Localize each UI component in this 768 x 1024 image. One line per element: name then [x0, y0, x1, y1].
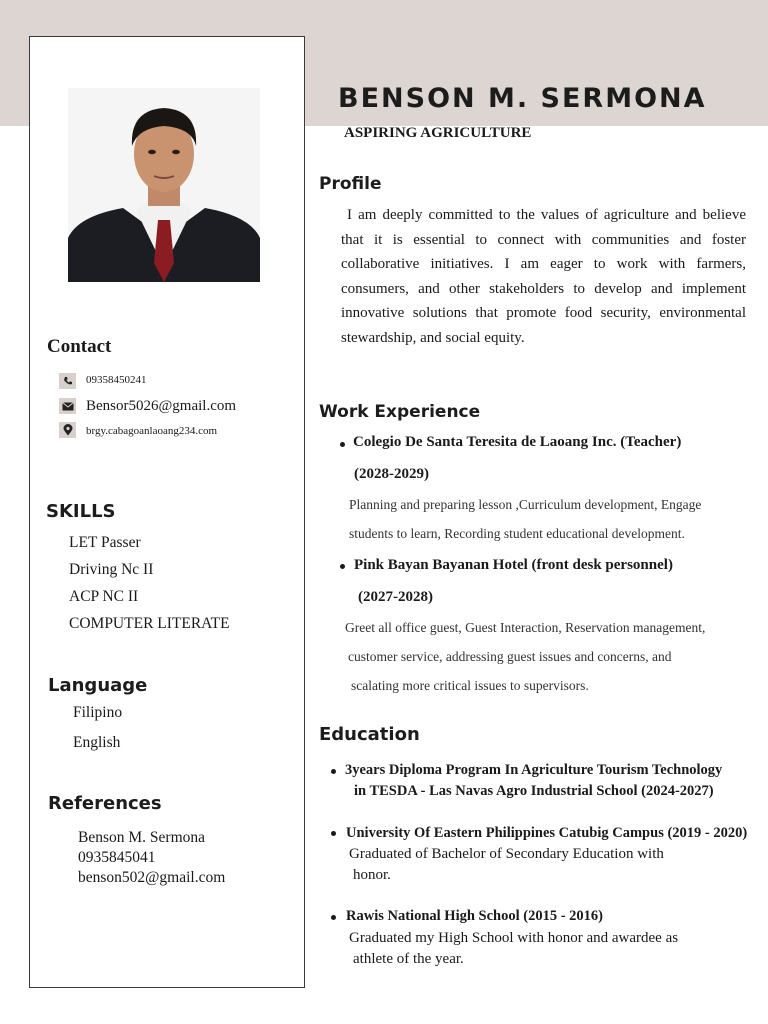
education-desc: athlete of the year.: [353, 951, 464, 967]
job-years: (2028-2029): [354, 466, 429, 482]
contact-phone: 09358450241: [86, 374, 147, 386]
job-desc-line: Planning and preparing lesson ,Curriculum development, Engage: [349, 497, 702, 512]
job-desc-line: students to learn, Recording student educational development.: [349, 526, 685, 541]
job-heading: Colegio De Santa Teresita de Laoang Inc. (Teacher): [353, 434, 682, 450]
location-pin-icon: [59, 422, 76, 438]
education-desc: Graduated my High School with honor and awardee as: [349, 930, 679, 946]
skill-item: Driving Nc II: [69, 561, 154, 578]
skill-item: ACP NC II: [69, 588, 139, 605]
education-heading: Rawis National High School (2015 - 2016): [346, 908, 603, 924]
reference-phone: 0935845041: [78, 849, 156, 866]
contact-title: Contact: [47, 336, 112, 357]
skills-title: SKILLS: [46, 501, 116, 522]
bullet-dot: [331, 769, 336, 774]
job-desc-line: Greet all office guest, Guest Interaction, Reservation management,: [345, 620, 706, 635]
job-heading: Pink Bayan Bayanan Hotel (front desk personnel): [354, 557, 673, 573]
language-item: English: [73, 734, 121, 751]
references-title: References: [48, 793, 162, 814]
profile-text: I am deeply committed to the values of agriculture and believe that it is essential to connect with communities and foster collaborative initiatives. I am eager to work with farmers, consumers, and other stakeholders to develop and implement innovative solutions that promote food security, environmental stewardship, and social equity.: [341, 207, 746, 346]
skill-item: LET Passer: [69, 534, 141, 551]
profile-photo: [68, 88, 260, 282]
phone-icon: [59, 373, 76, 389]
education-desc: honor.: [353, 867, 391, 883]
resume-subtitle: ASPIRING AGRICULTURE: [344, 125, 532, 141]
education-desc: Graduated of Bachelor of Secondary Education with: [349, 846, 664, 862]
bullet-dot: [340, 564, 345, 569]
job-desc-line: scalating more critical issues to supervisors.: [351, 678, 589, 693]
bullet-dot: [331, 831, 336, 836]
job-years: (2027-2028): [358, 589, 433, 605]
bullet-dot: [331, 915, 336, 920]
job-desc-line: customer service, addressing guest issues and concerns, and: [348, 649, 672, 664]
contact-address[interactable]: brgy.cabagoanlaoang234.com: [86, 425, 218, 437]
work-title: Work Experience: [319, 402, 481, 422]
language-title: Language: [48, 675, 148, 696]
envelope-icon: [59, 398, 76, 414]
education-title: Education: [319, 724, 420, 745]
education-heading: 3years Diploma Program In Agriculture Tourism Technology: [345, 762, 723, 778]
language-item: Filipino: [73, 704, 123, 721]
resume-name: BENSON M. SERMONA: [338, 83, 707, 114]
skill-item: COMPUTER LITERATE: [69, 615, 230, 632]
contact-email[interactable]: Bensor5026@gmail.com: [86, 398, 237, 414]
reference-name: Benson M. Sermona: [78, 829, 206, 846]
bullet-dot: [340, 442, 345, 447]
profile-title: Profile: [319, 174, 382, 194]
education-heading: University Of Eastern Philippines Catubig Campus (2019 - 2020): [346, 825, 748, 841]
reference-email[interactable]: benson502@gmail.com: [78, 869, 226, 886]
education-heading: in TESDA - Las Navas Agro Industrial School (2024-2027): [354, 783, 714, 799]
